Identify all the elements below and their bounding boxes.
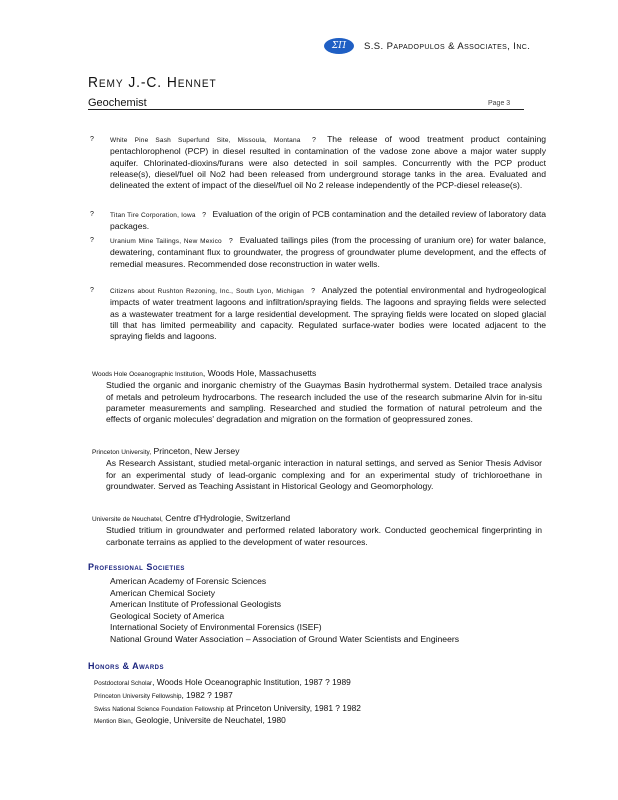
- position-description: As Research Assistant, studied metal-organic interaction in natural settings, and served as Senior Thesis Advisor for an experimental study of lead-organic complexing and for an experimental study of trichloroethane in groundwater. Served as Teaching Assistant in Historical Geology and Geomorphology.: [106, 458, 542, 491]
- bullet-glyph: ?: [311, 288, 315, 295]
- position-org: Universite de Neuchatel,: [92, 516, 163, 523]
- bullet-glyph: ?: [90, 287, 94, 294]
- position-item: [92, 368, 542, 425]
- position-place: , Woods Hole, Massachusetts: [202, 368, 317, 378]
- list-item: [94, 677, 361, 690]
- societies-list: [110, 576, 459, 646]
- list-item: American Chemical Society: [110, 587, 216, 598]
- project-item: [90, 285, 546, 342]
- list-item: Geological Society of America: [110, 610, 225, 621]
- list-item: [94, 715, 361, 728]
- firm-logo: ΣΠ: [324, 38, 354, 54]
- position-place: Princeton, New Jersey: [153, 446, 240, 456]
- honor-detail: , 1982 ? 1987: [181, 689, 233, 700]
- position-org: Princeton University,: [92, 449, 152, 456]
- bullet-glyph: ?: [228, 238, 233, 245]
- honor-label: Mention Bien: [94, 718, 131, 726]
- bullet-glyph: ?: [90, 237, 94, 244]
- section-heading: [88, 562, 185, 572]
- list-item: [94, 690, 361, 703]
- section-title: Professional Societies: [88, 562, 185, 572]
- position-org: Woods Hole Oceanographic Institution: [92, 371, 203, 378]
- page-number: Page 3: [488, 100, 511, 107]
- project-site: White Pine Sash Superfund Site, Missoula, Montana: [110, 137, 301, 144]
- bullet-glyph: ?: [202, 212, 207, 219]
- position-item: [92, 513, 542, 548]
- list-item: American Academy of Forensic Sciences: [110, 576, 267, 586]
- project-description: The release of wood treatment product containing pentachlorophenol (PCP) in diesel resulted in contamination of the vadose zone above a major water supply aquifer. Chlorinated-dioxins/furans were also detected in soil samples. Concurrently with the PCP product release(s), diesel/fuel oil No2 had been released from underground storage tanks in the area. Evaluated and delineated the extent of impact of the diesel/fuel oil No 2 release independently of the PCP-diesel release(s).: [110, 134, 547, 191]
- project-site: Uranium Mine Tailings, New Mexico: [110, 238, 222, 245]
- honor-label: Princeton University Fellowship: [94, 692, 182, 700]
- person-title: Geochemist: [88, 97, 147, 109]
- honor-label: Postdoctoral Scholar: [94, 680, 153, 687]
- project-site: Titan Tire Corporation, Iowa: [110, 212, 196, 219]
- position-description: Studied the organic and inorganic chemistry of the Guaymas Basin hydrothermal system. Detailed trace analysis of metals and petroleum hydrocarbons. The research included the use of the research submarine Alvin for in-situ parameter measurements and sampling. Researched and studied the formation of natural petroleum and the effects of organic molecules' degradation and migration on the formation of geopressured zones.: [106, 380, 542, 425]
- bullet-glyph: ?: [90, 136, 94, 143]
- position-description: Studied tritium in groundwater and performed related laboratory work. Conducted geochemical fingerprinting in carbonate terrains as applied to the development of water resources.: [106, 525, 542, 547]
- header-rule: [88, 109, 524, 110]
- project-item: [90, 134, 546, 191]
- honor-label: Swiss National Science Foundation Fellowship: [94, 705, 225, 713]
- list-item: [94, 703, 361, 716]
- honors-list: [94, 677, 361, 728]
- position-item: [92, 446, 542, 492]
- list-item: International Society of Environmental Forensics (ISEF): [110, 622, 322, 633]
- bullet-glyph: ?: [311, 137, 316, 144]
- bullet-glyph: ?: [90, 211, 94, 218]
- project-description: Analyzed the potential environmental and hydrogeological impacts of water treatment lagoons and infiltration/spraying fields. The lagoons and spraying fields were selected as a wastewater treatment for a large residential development. The spraying fields were located on sloped glacial till that has limited permeability and capacity. Regulated surface-water bodies were located adjacent to the spraying fields and lagoons.: [110, 285, 547, 342]
- person-name: Remy J.-C. Hennet: [88, 74, 217, 91]
- project-site: Citizens about Rushton Rezoning, Inc., South Lyon, Michigan: [110, 288, 304, 295]
- honor-detail: , Geologie, Universite de Neuchatel, 1980: [130, 715, 286, 726]
- project-description: Evaluation of the origin of PCB contamination and the detailed review of laboratory data packages.: [110, 209, 547, 232]
- project-item: [90, 209, 546, 233]
- section-heading: [88, 661, 164, 671]
- list-item: American Institute of Professional Geologists: [110, 599, 282, 610]
- firm-name: S.S. Papadopulos & Associates, Inc.: [364, 41, 531, 52]
- honor-detail: at Princeton University, 1981 ? 1982: [224, 702, 361, 713]
- section-title: Honors & Awards: [88, 661, 165, 671]
- position-place: Centre d'Hydrologie, Switzerland: [165, 513, 291, 523]
- honor-detail: , Woods Hole Oceanographic Institution, 1987 ? 1989: [152, 677, 351, 687]
- list-item: National Ground Water Association – Association of Ground Water Scientists and Engineers: [110, 633, 460, 644]
- project-item: [90, 235, 546, 270]
- project-description: Evaluated tailings piles (from the processing of uranium ore) for water balance, dewatering, contaminant flux to groundwater, the progress of groundwater plume development, and the effects of remedial measures. Recommended dose reconstruction in water wells.: [110, 235, 546, 269]
